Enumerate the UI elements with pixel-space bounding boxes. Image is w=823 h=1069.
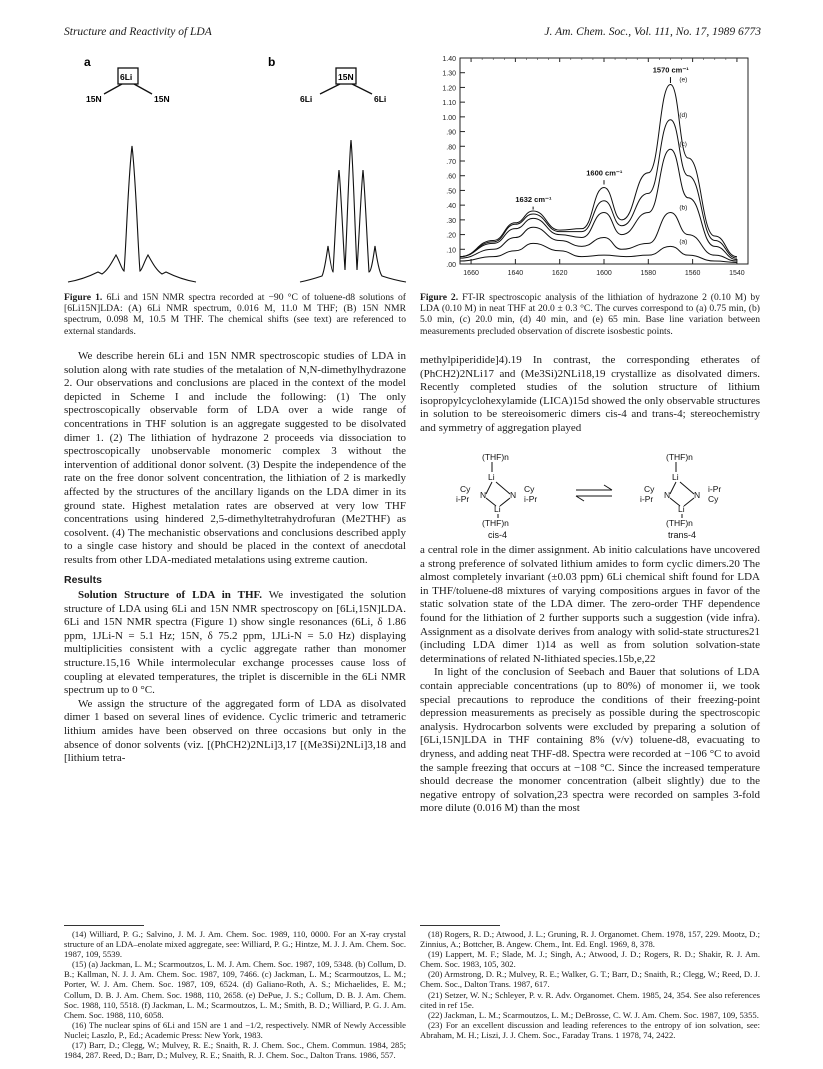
x-tick-label: 1660 [463,270,479,277]
right-column-body-top [420,354,760,436]
footnote-15: (15) (a) Jackman, L. M.; Scarmoutzos, L. M. J. Am. Chem. Soc. 1987, 109, 5348. (b) Collum, D. B.; Kallman, N. J. J. Am. Chem. Soc. 1987, 109, 7466. (c) Jackman, L. M.; Scarmoutzos, L. M.; Porter, W. J. Am. Chem. Soc. 1987, 109, 6524. (d) Galiano-Roth, A. S.; Michaelides, E. M.; Collum, D. B. J. Am. Chem. Soc. 1988, 110, 2658. (e) DePue, J. S.; Collum, D. B. J. Am. Chem. Soc. 1988, 110, 5518. (f) Jackman, L. M.; Scarmoutzos, L. M.; Smith, B. D.; Williard, P. G. J. Am. Chem. Soc. 1988, 110, 6058. [64,959,406,1020]
y-tick-label: 1.10 [442,100,456,108]
footnote-20: (20) Armstrong, D. R.; Mulvey, R. E.; Walker, G. T.; Barr, D.; Snaith, R.; Clegg, W.; Reed, D. J. Chem. Soc., Dalton Trans. 1987, 617. [420,969,760,990]
series-label-b: (b) [679,204,688,212]
trans-n-left: N [664,490,671,500]
y-tick-label: .70 [446,159,456,166]
footnote-14: (14) Williard, P. G.; Salvino, J. M. J. Am. Chem. Soc. 1989, 110, 0000. For an X-ray crystal structure of an LDA–enolate mixed aggregate, see: Williard, P. G.; Hintze, M. J. J. Am. Chem. Soc. 1987, 109, 5539. [64,929,406,960]
series-label-a: (a) [679,238,688,246]
left-column-body [64,350,406,766]
series-label-e: (e) [679,76,688,84]
footnote-16: (16) The nuclear spins of 6Li and 15N are 1 and −1/2, respectively. NMR of Newly Accessible Nuclei; Laszlo, P., Ed.; Academic Press: New York, 1983. [64,1019,406,1040]
footnotes-right [420,929,760,1040]
figure-1-caption: Figure 1. 6Li and 15N NMR spectra recorded at −90 °C of toluene-d8 solutions of [6Li15N]LDA: (A) 6Li NMR spectrum, 0.016 M, 11.0 M THF; (B) 15N NMR spectrum, 0.098 M, 10.5 M THF. The chemical shifts (see text) are referenced to external standards. [64,292,406,337]
structure-a-center: 6Li [120,72,133,82]
paragraph-intro: We describe herein 6Li and 15N NMR spectroscopic studies of LDA in solution along with rate studies of the metalation of N,N-dimethylhydrazone 2. Our observations and conclusions are placed in the context of the model depicted in Scheme I and include the following: (1) The only spectroscopically observable form of LDA over a wide range of concentrations in THF solution is an aggregate suggested to be disolvated dimer 1. (2) The lithiation of hydrazone 2 proceeds via dissociation to spectroscopically unobservable monomeric complex 3 without the intervention of additional donor solvent. (3) Despite the independence of the rate on the free donor solvent concentration, the lithiation of 2 is markedly affected by the structures of the ancillary ligands on the LDA dimer in its ground state. Highest metalation rates are observed at very low THF concentrations using hindered 2,5-dimethyltetrahydrofuran (Me2THF) as cosolvent. (4) The mechanistic observations and conclusions described apply to a single case history and should be placed in the context of anecdotal results from other LDA-mediated metalations using extreme caution. [64,350,406,566]
y-tick-label: 1.20 [442,85,456,93]
structure-b-left: 6Li [300,94,313,104]
x-tick-label: 1540 [729,270,745,277]
x-tick-label: 1620 [551,270,568,277]
trans-n-right: N [694,490,701,500]
trans-li-top: Li [672,472,679,482]
cis-cy-right: Cy [524,484,535,494]
spectrum-b-quintet [300,140,406,282]
y-tick-label: .80 [446,144,456,152]
footnote-19: (19) Lappert, M. F.; Slade, M. J.; Singh, A.; Atwood, J. D.; Rogers, R. D.; Shakir, R. J. Am. Chem. Soc. 1983, 105, 302. [420,949,760,970]
structure-a-right: 15N [154,94,170,104]
footnote-23: (23) For an excellent discussion and leading references to the entropy of ion solvation, see: Abraham, M. H.; Liszi, J. J. Chem. Soc., Faraday Trans. 1 1978, 74, 2422. [420,1019,760,1040]
annotation-1632: 1632 cm⁻¹ [515,195,552,205]
scheme-cis-trans-4 [440,450,750,538]
running-header-left: Structure and Reactivity of LDA [64,26,212,38]
trans-ipr-right: i-Pr [708,484,722,494]
cis-n-right: N [510,490,517,500]
scheme-bonds [486,462,694,518]
figure-2-caption: Figure 2. FT-IR spectroscopic analysis of the lithiation of hydrazone 2 (0.10 M) by LDA (0.10 M) in neat THF at 20.0 ± 0.3 °C. The curves correspond to (a) 0.75 min, (b) 5.0 min, (c) 20.0 min, (d) 40 min, and (e) 65 min. Base line variation between measurements precluded observation of discrete isosbestic points. [420,292,760,337]
figure-1-nmr-spectra [60,50,410,290]
trans-cy-right: Cy [708,494,719,504]
y-tick-label: .00 [446,262,456,269]
y-tick-label: .60 [446,173,456,181]
structure-b-right: 6Li [374,94,387,104]
cis-ipr-left: i-Pr [456,494,470,504]
cis-thf-top: (THF)n [482,452,509,462]
section-heading-results: Results [64,573,102,586]
structure-a-left: 15N [86,94,102,104]
series-label-d: (d) [679,111,688,119]
y-tick-label: .50 [446,188,456,196]
y-tick-label: 1.40 [442,56,456,63]
cis-li-bottom: Li [494,504,501,514]
x-tick-label: 1580 [640,270,657,277]
trans-thf-top: (THF)n [666,452,693,462]
label-trans-4: trans-4 [668,530,697,538]
cis-cy-left: Cy [460,484,471,494]
footnote-18: (18) Rogers, R. D.; Atwood, J. L.; Gruning, R. J. Organomet. Chem. 1978, 157, 229. Mootz, D.; Zinnius, A.; Bottcher, B. Angew. Chem., Int. Ed. Engl. 1969, 8, 378. [420,929,760,950]
cis-n-left: N [480,490,487,500]
y-tick-label: .30 [446,217,456,225]
y-tick-label: .20 [446,232,456,240]
annotation-1570: 1570 cm⁻¹ [652,65,689,75]
paragraph-solution-structure: Solution Structure of LDA in THF. We investigated the solution structure of LDA using 6Li and 15N NMR spectroscopy on [6Li,15N]LDA. 6Li and 15N NMR spectra (Figure 1) show single resonances (6Li, δ 1.86 ppm, 1JLi-N = 5.1 Hz; 15N, δ 75.2 ppm, 1JLi-N = 5.0 Hz) displaying multiplicities consistent with a cyclic aggregate rather than monomer structure.15,16 While intermolecular exchange processes cause loss of coupling at elevated temperatures, the triplet is discernible in the 6Li NMR spectrum up to 0 °C. [64,589,406,697]
footnotes-left [64,929,406,1060]
footnote-21: (21) Setzer, W. N.; Schleyer, P. v. R. Adv. Organomet. Chem. 1985, 24, 354. See also references cited in ref 15e. [420,989,760,1010]
paragraph-assignment: We assign the structure of the aggregated form of LDA as disolvated dimer 1 based on several lines of evidence. Cyclic trimeric and tetrameric lithium amides have been observed on three occasions but only in the absence of donor solvents (viz. [(PhCH2)2NLi]3,17 [(Me3Si)2NLi]3,18 and [lithium tetra- [64,697,406,765]
paragraph-seebach: In light of the conclusion of Seebach and Bauer that solutions of LDA contain appreciable concentrations (up to 80%) of monomer ii, we took special precautions to reproduce the conditions of their freezing-point depression measurements as precisely as possible during the spectroscopic analysis. Hydrocarbon solvents were excluded by preparing a solution of [6Li,15N]LDA in THF containing 8% (v/v) toluene-d8, evacuating to dryness, and adding neat THF-d8. Spectra were recorded at −106 °C to avoid the sample freezing that occurs at −108 °C. Since the increased temperature should decrease the monomer concentration (albeit slightly) due to the negative entropy of solvation,23 spectra were recorded on samples 3-fold more dilute (0.016 M) than the most [420,666,760,815]
series-label-c: (c) [679,141,687,149]
structure-b-center: 15N [338,72,354,82]
right-column-body-bottom [420,544,760,816]
label-cis-4: cis-4 [488,530,508,538]
footnote-rule-left [64,925,144,926]
trans-thf-bottom: (THF)n [666,518,693,528]
trans-li-bottom: Li [678,504,685,514]
footnote-22: (22) Jackman, L. M.; Scarmoutzos, L. M.; DeBrosse, C. W. J. Am. Chem. Soc. 1987, 109, 5355. [428,1009,759,1020]
y-tick-label: 1.30 [442,70,456,78]
y-tick-label: 1.00 [442,114,456,122]
figure-2-ftir-chart [420,50,760,290]
trans-ipr-left: i-Pr [640,494,654,504]
x-tick-label: 1560 [684,270,701,277]
cis-thf-bottom: (THF)n [482,518,509,528]
x-tick-label: 1600 [596,270,612,277]
panel-a-label: a [84,55,91,69]
cis-li-top: Li [488,472,495,482]
cis-ipr-right: i-Pr [524,494,538,504]
paragraph-ab-initio: a central role in the dimer assignment. Ab initio calculations have uncovered a strong preference of solvated lithium amides to form cyclic dimers.20 The almost completely invariant (±0.03 ppm) 6Li chemical shift found for LDA in THF/toluene-d8 mixtures of varying compositions argues in favor of the static solvation state of the LDA dimer. The zero-order THF dependence found for the lithiation of 2 further supports such a suggestion (vide infra). Assignment as a disolvate derives from analogy with solid-state structures21 (including LDA dimer 1)14 as well as from solution solvation-state determinations of related N-lithiated species.15b,e,22 [420,544,760,665]
trans-cy-left: Cy [644,484,655,494]
footnote-17: (17) Barr, D.; Clegg, W.; Mulvey, R. E.; Snaith, R. J. Chem. Soc., Chem. Commun. 1984, 285; 1984, 287. Reed, D.; Barr, D.; Mulvey, R. E.; Snaith, R. J. Chem. Soc., Dalton Trans. 1986, 557. [64,1040,406,1061]
annotation-1600: 1600 cm⁻¹ [586,168,623,178]
y-tick-label: .10 [446,247,456,255]
x-tick-label: 1640 [507,270,524,277]
spectrum-a-triplet [68,146,196,282]
paragraph-etherates: methylpiperidide]4).19 In contrast, the corresponding etherates of (PhCH2)2NLi17 and (Me3Si)2NLi18,19 crystallize as disolvated dimers. Recently completed studies of the solution structure of lithium isopropylcyclohexylamide (LICA)15d showed the only observable structures in solution to be stereoisomeric dimers cis-4 and trans-4; stereochemistry and symmetry of aggregation played [420,354,760,434]
y-tick-label: .40 [446,203,456,211]
footnote-rule-right [420,925,500,926]
running-header-right: J. Am. Chem. Soc., Vol. 111, No. 17, 1989 6773 [544,26,761,38]
panel-b-label: b [268,55,276,69]
y-tick-label: .90 [446,129,456,137]
